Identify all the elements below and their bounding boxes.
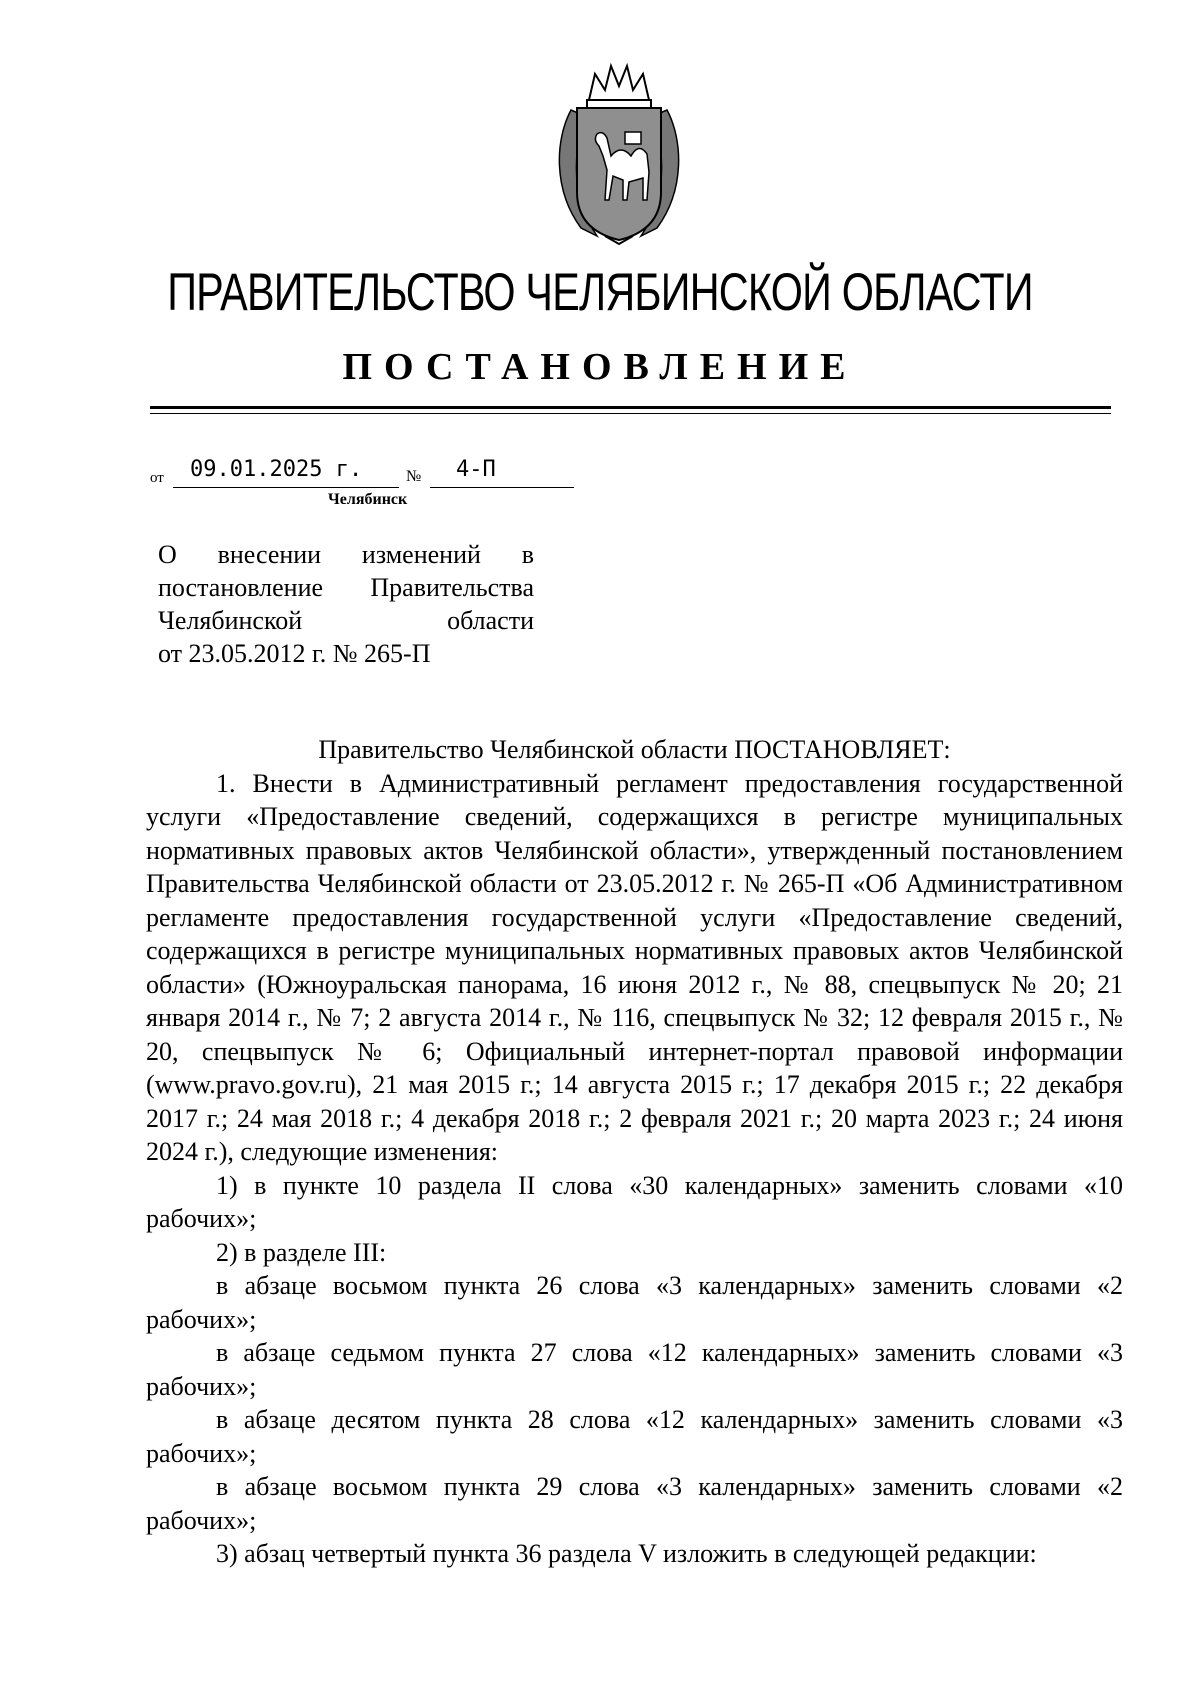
number-label: № [406, 468, 422, 485]
subject-line-1: О внесении изменений в [158, 540, 534, 569]
city-name: Челябинск [328, 491, 408, 508]
paragraph-sub-2d: в абзаце восьмом пункта 29 слова «3 календарных» заменить словами «2 рабочих»; [146, 1472, 1123, 1535]
header-divider-thin [150, 413, 1111, 414]
preamble: Правительство Челябинской области ПОСТАНОВЛЯЕТ: [318, 735, 951, 764]
date-underline [173, 487, 399, 488]
paragraph-sub-2: 2) в разделе III: [216, 1237, 387, 1267]
paragraph-item-1: 1. Внести в Административный регламент предоставления государственной услуги «Предоставление сведений, содержащихся в регистре муниципальных нормативных правовых актов Челябинской области», утвержденный постановлением Правительства Челябинской области от 23.05.2012 г. № 265-П «Об Административном регламенте предоставления государственной услуги «Предоставление сведений, содержащихся в регистре муниципальных нормативных правовых актов Челябинской области» (Южноуральская панорама, 16 июня 2012 г., № 88, спецвыпуск № 20; 21 января 2014 г., № 7; 2 августа 2014 г., № 116, спецвыпуск № 32; 12 февраля 2015 г., № 20, спецвыпуск № 6; Официальный интернет-портал правовой информации (www.pravo.gov.ru), 21 мая 2015 г.; 14 августа 2015 г.; 17 декабря 2015 г.; 22 декабря 2017 г.; 24 мая 2018 г.; 4 декабря 2018 г.; 2 февраля 2021 г.; 20 марта 2023 г.; 24 июня 2024 г.), следующие изменения: [146, 768, 1123, 1166]
paragraph-sub-1: 1) в пункте 10 раздела II слова «30 календарных» заменить словами «10 рабочих»; [146, 1170, 1123, 1233]
subject-line-2: постановление Правительства [158, 573, 534, 602]
subject-line-3: Челябинской области [158, 606, 534, 635]
date-prefix-label: от [150, 470, 164, 486]
subject-line-4: от 23.05.2012 г. № 265-П [158, 639, 431, 668]
number-underline [430, 487, 574, 488]
document-type-heading: ПОСТАНОВЛЕНИЕ [342, 346, 858, 388]
paragraph-sub-2c: в абзаце десятом пункта 28 слова «12 календарных» заменить словами «3 рабочих»; [146, 1405, 1123, 1468]
document-body [146, 733, 1123, 1571]
document-number: 4-П [456, 457, 496, 482]
organization-title: ПРАВИТЕЛЬСТВО ЧЕЛЯБИНСКОЙ ОБЛАСТИ [167, 263, 1033, 322]
document-date: 09.01.2025 г. [190, 457, 363, 482]
paragraph-sub-2b: в абзаце седьмом пункта 27 слова «12 календарных» заменить словами «3 рабочих»; [146, 1338, 1123, 1401]
paragraph-sub-2a: в абзаце восьмом пункта 26 слова «3 календарных» заменить словами «2 рабочих»; [146, 1271, 1123, 1334]
document-subject [158, 538, 534, 670]
coat-of-arms-emblem [551, 60, 687, 248]
header-divider-thick [150, 406, 1111, 409]
paragraph-sub-3: 3) абзац четвертый пункта 36 раздела V изложить в следующей редакции: [216, 1539, 1037, 1568]
